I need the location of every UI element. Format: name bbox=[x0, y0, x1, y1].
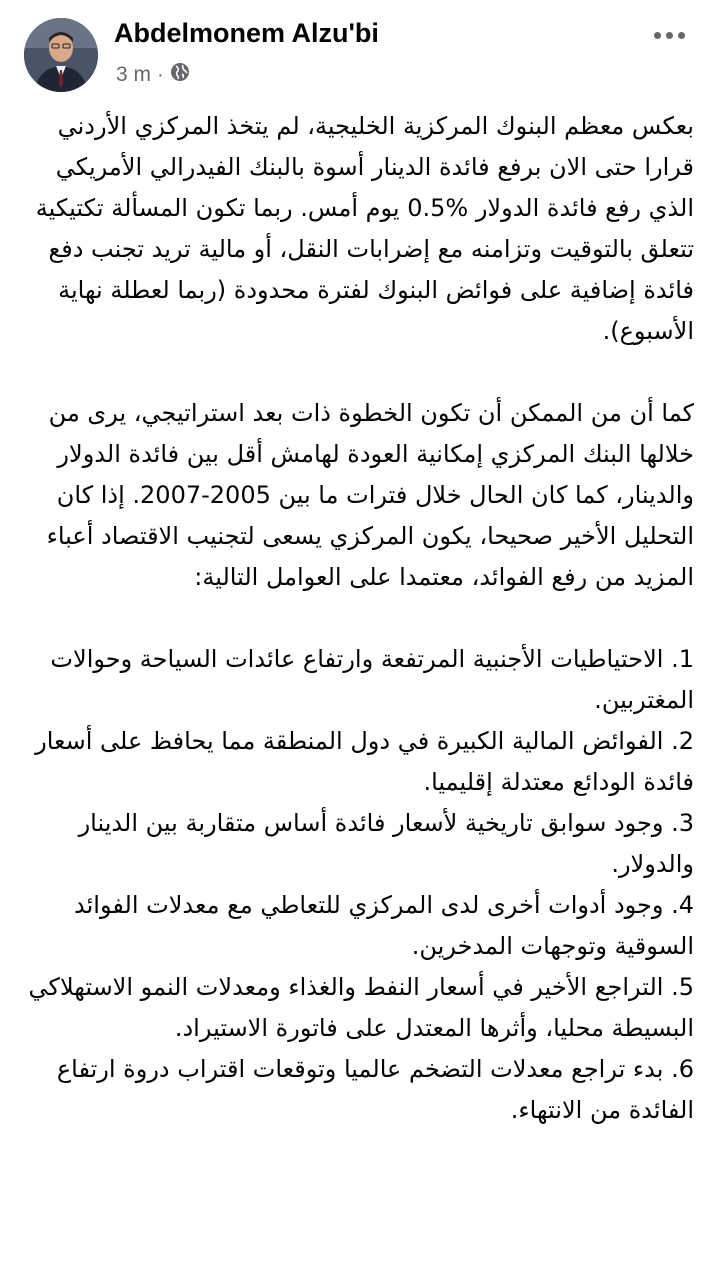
list-item: 1. الاحتياطيات الأجنبية المرتفعة وارتفاع عائدات السياحة وحوالات المغتربين. bbox=[50, 645, 694, 714]
author-name[interactable]: Abdelmonem Alzu'bi bbox=[114, 18, 379, 48]
paragraph-gap bbox=[26, 352, 694, 393]
post-meta bbox=[116, 60, 190, 90]
profile-photo bbox=[24, 18, 98, 92]
post-timestamp[interactable]: 3 m bbox=[116, 63, 152, 86]
list-item: 5. التراجع الأخير في أسعار النفط والغذاء ومعدلات النمو الاستهلاكي البسيطة محليا، وأثرها المعتدل على فاتورة الاستيراد. bbox=[28, 973, 694, 1042]
avatar[interactable] bbox=[24, 18, 98, 92]
list-item: 4. وجود أدوات أخرى لدى المركزي للتعاطي مع معدلات الفوائد السوقية وتوجهات المدخرين. bbox=[74, 891, 694, 960]
more-options-icon[interactable] bbox=[649, 20, 689, 50]
post-header bbox=[0, 0, 717, 100]
list-item: 3. وجود سوابق تاريخية لأسعار فائدة أساس متقاربة بين الدينار والدولار. bbox=[78, 809, 694, 878]
paragraph-gap bbox=[26, 598, 694, 639]
post-paragraph: بعكس معظم البنوك المركزية الخليجية، لم يتخذ المركزي الأردني قرارا حتى الان برفع فائدة الدينار أسوة بالبنك الفيدرالي الأمريكي الذي رفع فائدة الدولار ‎0.5%‎ يوم أمس. ربما تكون المسألة تكتيكية تتعلق بالتوقيت وتزامنه مع إضرابات النقل، أو مالية تريد تجنب دفع فائدة إضافية على فوائض البنوك لفترة محدودة (ربما لعطلة نهاية الأسبوع). bbox=[35, 112, 694, 345]
list-item: 2. الفوائض المالية الكبيرة في دول المنطقة مما يحافظ على أسعار فائدة الودائع معتدلة إقليميا. bbox=[35, 727, 694, 796]
factors-list bbox=[26, 639, 694, 1131]
post-body bbox=[26, 106, 694, 1131]
post-paragraph: كما أن من الممكن أن تكون الخطوة ذات بعد استراتيجي، يرى من خلالها البنك المركزي إمكانية العودة لهامش أقل بين فائدة الدولار والدينار، كما كان الحال خلال فترات ما بين 2005-2007. إذا كان التحليل الأخير صحيحا، يكون المركزي يسعى لتجنيب الاقتصاد أعباء المزيد من رفع الفوائد، معتمدا على العوامل التالية: bbox=[46, 399, 694, 591]
globe-icon bbox=[170, 62, 190, 88]
separator-dot: · bbox=[157, 63, 164, 86]
list-item: 6. بدء تراجع معدلات التضخم عالميا وتوقعات اقتراب دروة ارتفاع الفائدة من الانتهاء. bbox=[56, 1055, 694, 1124]
